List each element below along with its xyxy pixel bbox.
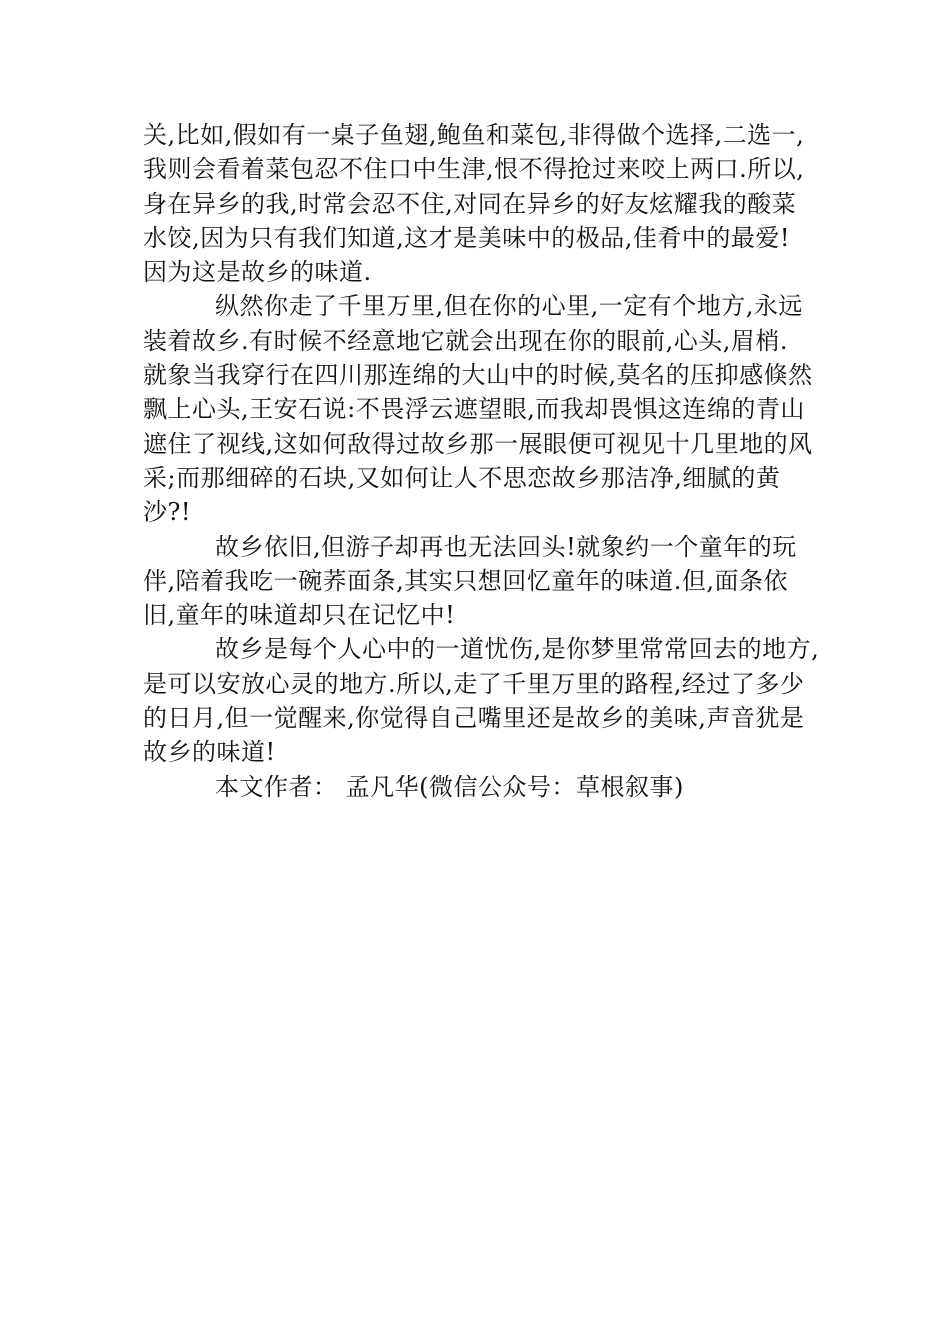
text-line: 沙?! — [143, 498, 192, 527]
text-line: 是可以安放心灵的地方.所以,走了千里万里的路程,经过了多少 — [143, 669, 805, 698]
text-line: 纵然你走了千里万里,但在你的心里,一定有个地方,永远 — [215, 292, 803, 321]
text-line: 装着故乡.有时候不经意地它就会出现在你的眼前,心头,眉梢. — [143, 326, 789, 355]
paragraph-4 — [143, 632, 820, 769]
text-line: 身在异乡的我,时常会忍不住,对同在异乡的好友炫耀我的酸菜 — [143, 189, 797, 218]
text-line: 因为这是故乡的味道. — [143, 258, 372, 287]
paragraph-1 — [143, 118, 811, 289]
author-line: 本文作者： 孟凡华(微信公众号：草根叙事) — [215, 772, 684, 801]
text-line: 故乡是每个人心中的一道忧伤,是你梦里常常回去的地方, — [215, 635, 820, 664]
text-line: 水饺,因为只有我们知道,这才是美味中的极品,佳肴中的最爱! — [143, 223, 791, 252]
article-body — [143, 118, 820, 804]
text-line: 采;而那细碎的石块,又如何让人不思恋故乡那洁净,细腻的黄 — [143, 463, 781, 492]
author-credit — [143, 770, 811, 804]
text-line: 故乡依旧,但游子却再也无法回头!就象约一个童年的玩 — [215, 532, 797, 561]
text-line: 飘上心头,王安石说:不畏浮云遮望眼,而我却畏惧这连绵的青山 — [143, 395, 805, 424]
text-line: 伴,陪着我吃一碗荞面条,其实只想回忆童年的味道.但,面条依 — [143, 566, 789, 595]
text-line: 的日月,但一觉醒来,你觉得自己嘴里还是故乡的美味,声音犹是 — [143, 704, 805, 733]
text-line: 旧,童年的味道却只在记忆中! — [143, 601, 456, 630]
text-line: 我则会看着菜包忍不住口中生津,恨不得抢过来咬上两口.所以, — [143, 155, 805, 184]
text-line: 遮住了视线,这如何敌得过故乡那一展眼便可视见十几里地的风 — [143, 429, 813, 458]
text-line: 关,比如,假如有一桌子鱼翅,鲍鱼和菜包,非得做个选择,二选一, — [143, 121, 805, 149]
text-line: 故乡的味道! — [143, 738, 276, 767]
paragraph-3 — [143, 530, 811, 633]
paragraph-2 — [143, 289, 811, 529]
text-line: 就象当我穿行在四川那连绵的大山中的时候,莫名的压抑感倏然 — [143, 361, 813, 390]
